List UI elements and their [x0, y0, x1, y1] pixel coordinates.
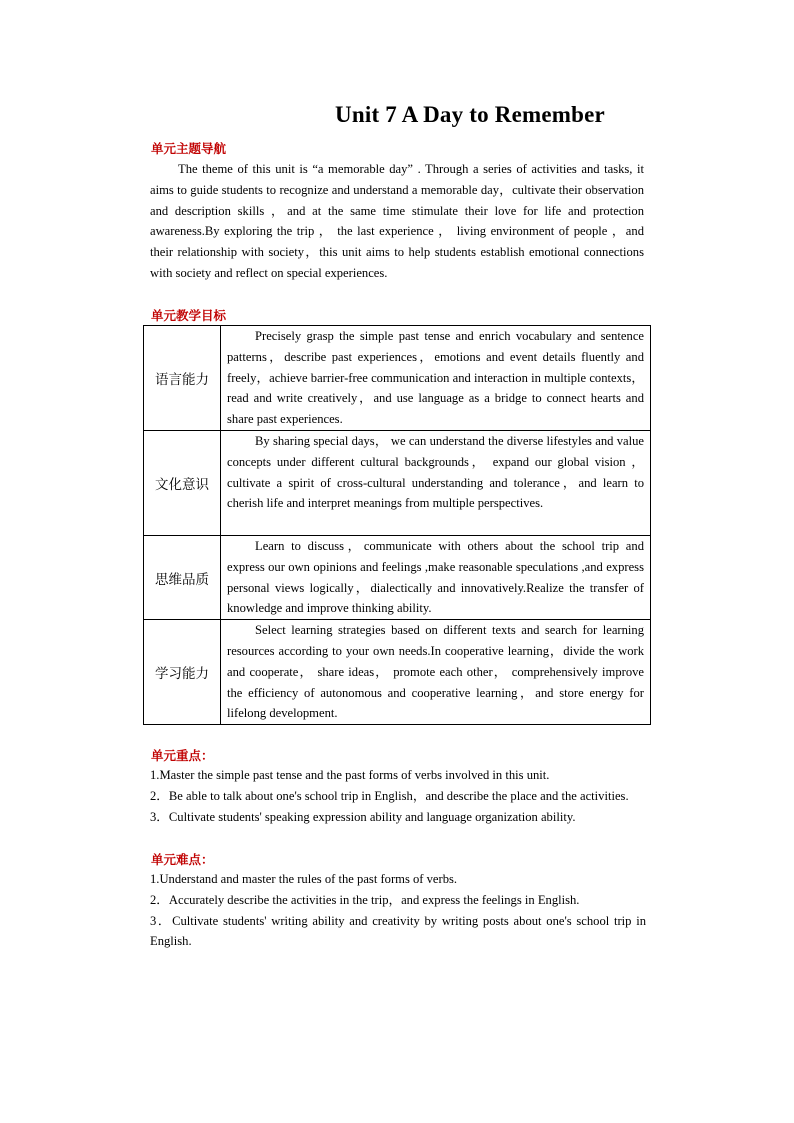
goal-label: 思维品质 — [144, 536, 221, 620]
list-item: 2．Accurately describe the activities in the trip，and express the feelings in English. — [150, 892, 580, 907]
table-row — [144, 536, 651, 620]
goal-text: Learn to discuss，communicate with others about the school trip and express our own opinions and feelings ,make reasonable speculations ,and express personal views logically，dialectically and innovatively.Realize the transfer of knowledge and improve thinking ability. — [221, 536, 651, 620]
key-points-heading: 单元重点： — [151, 748, 214, 763]
table-row — [144, 431, 651, 536]
list-item: 3．Cultivate students' writing ability and creativity by writing posts about one's school trip in English. — [150, 913, 646, 949]
difficulties-heading: 单元难点： — [151, 852, 214, 867]
goal-text: By sharing special days， we can understand the diverse lifestyles and value concepts under different cultural backgrounds， expand our global vision ， cultivate a spirit of cross-cultural understanding and tolerance，and learn to cherish life and interpret meanings from multiple perspectives. — [221, 431, 651, 536]
theme-heading: 单元主题导航 — [151, 141, 227, 156]
goal-text: Precisely grasp the simple past tense and enrich vocabulary and sentence patterns，describe past experiences，emotions and event details fluently and freely，achieve barrier-free communication and interaction in multiple contexts，read and write creatively，and use language as a bridge to connect hearts and share past experiences. — [221, 326, 651, 431]
list-item: 1.Understand and master the rules of the past forms of verbs. — [150, 872, 458, 886]
goals-table — [143, 325, 651, 725]
goal-text: Select learning strategies based on different texts and search for learning resources according to your own needs.In cooperative learning，divide the work and cooperate， share ideas， promote each other， comprehensively improve the efficiency of autonomous and cooperative learning，and store energy for lifelong development. — [221, 620, 651, 725]
table-row — [144, 326, 651, 431]
key-points-list — [150, 765, 646, 827]
goals-heading: 单元教学目标 — [151, 308, 227, 323]
goal-label: 语言能力 — [144, 326, 221, 431]
goal-label: 学习能力 — [144, 620, 221, 725]
list-item: 2．Be able to talk about one's school trip in English，and describe the place and the activities. — [150, 788, 629, 803]
difficulties-list — [150, 869, 646, 952]
goal-label: 文化意识 — [144, 431, 221, 536]
theme-paragraph: The theme of this unit is “a memorable day” . Through a series of activities and tasks, it aims to guide students to recognize and understand a memorable day，cultivate their observation and description skills ，and at the same time stimulate their love for life and protection awareness.By exploring the trip ， the last experience ， living environment of people ，and their relationship with society，this unit aims to help students establish emotional connections with society and reflect on special experiences. — [150, 162, 644, 280]
page-title: Unit 7 A Day to Remember — [335, 102, 605, 127]
list-item: 1.Master the simple past tense and the past forms of verbs involved in this unit. — [150, 768, 550, 782]
list-item: 3．Cultivate students' speaking expression ability and language organization ability. — [150, 809, 576, 824]
table-row — [144, 620, 651, 725]
